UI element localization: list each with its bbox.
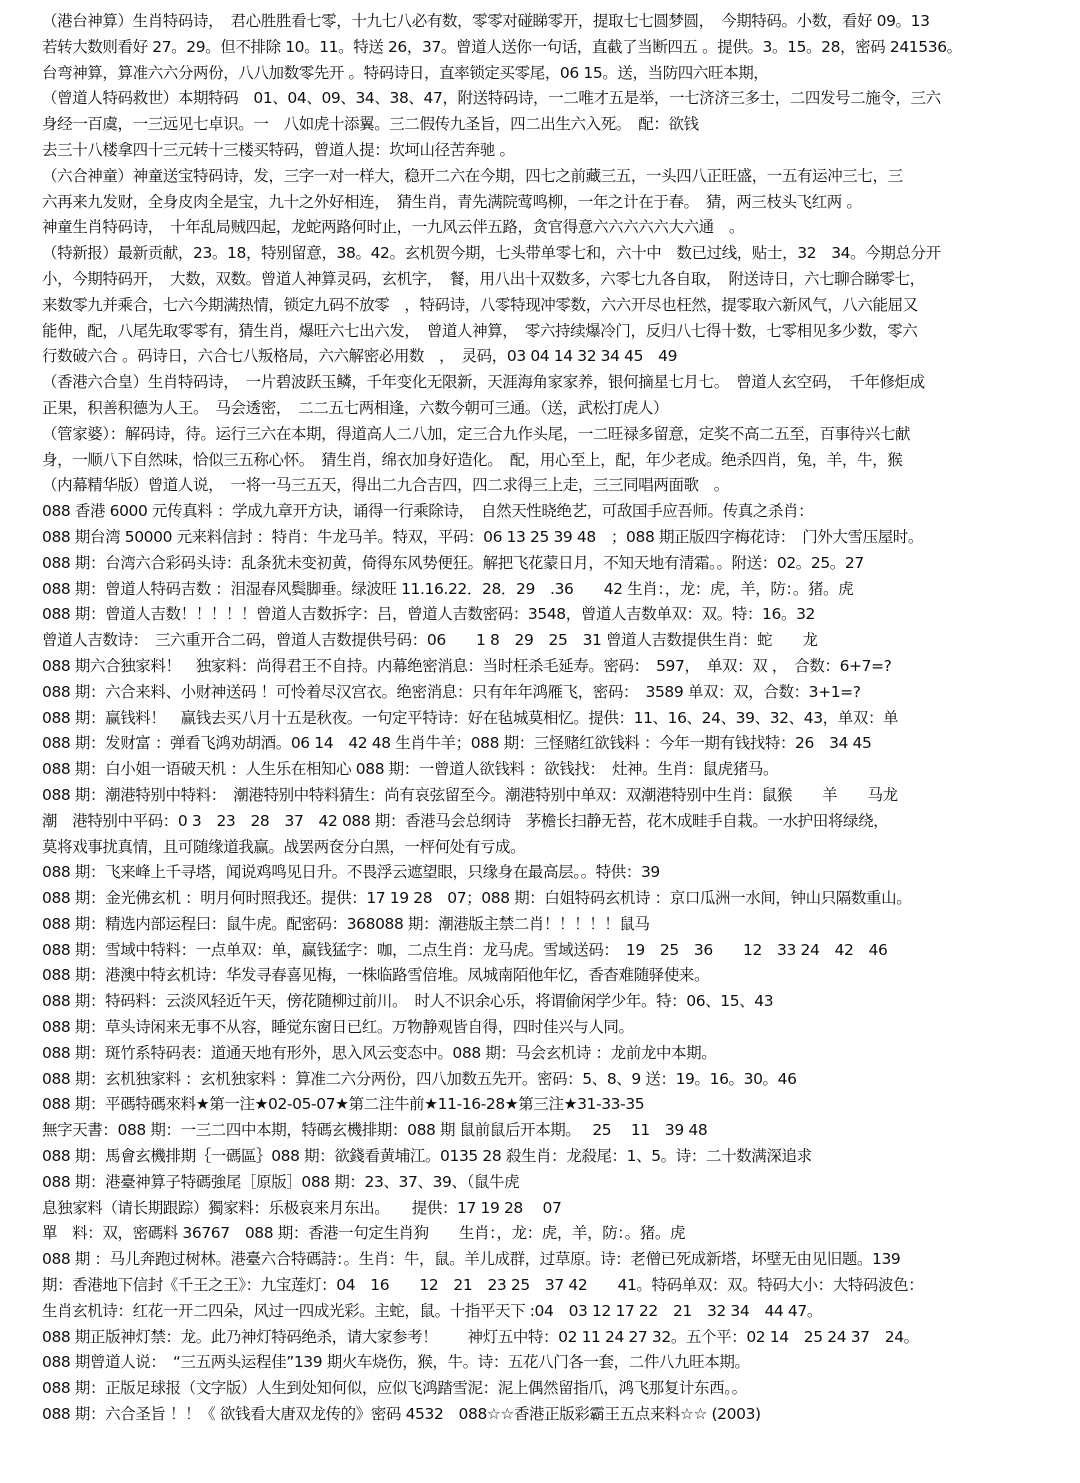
text-line: 期：香港地下信封《千王之王》：九宝莲灯：04 16 12 21 23 25 37 42 41。特码单双：双。特码大小：大特码波色：	[42, 1276, 924, 1295]
paragraph	[42, 1196, 1070, 1222]
text-line: 088 期台湾 50000 元来料信封 ：特肖：牛龙马羊。特双，平码：06 13 25 39 48 ；088 期正版四字梅花诗： 门外大雪压屋时。	[42, 527, 923, 546]
paragraph	[42, 757, 1070, 783]
text-line: 088 香港 6000 元传真料 ：学成九章开方诀，诵得一行乘除诗， 自然天性晓绝艺，可敌国手应吾师。传真之杀肖：	[42, 502, 814, 521]
paragraph	[42, 164, 1070, 216]
paragraph	[42, 1170, 1070, 1196]
paragraph	[42, 886, 1070, 912]
paragraph	[42, 1067, 1070, 1093]
text-line: 088 期：六合来料、小财神送码 ！可怜着尽汉宫衣。绝密消息：只有年年鸿雁飞，密码： 3589 单双：双，合数：3+1=?	[42, 682, 861, 701]
text-line: 088 期六合独家料！ 独家料：尚得君王不自持。内幕绝密消息：当时枉杀毛延寿。密码： 597， 单双：双 ， 合数：6+7=?	[42, 656, 892, 675]
paragraph	[42, 938, 1070, 964]
text-line: 身经一百虞，一三远见七卓识。一 八如虎十添翼。三二假传九圣旨，四二出生六入死。 配：欲钱	[42, 115, 699, 134]
text-line: 曾道人吉数诗： 三六重开合二码，曾道人吉数提供号码：06 1 8 29 25 31 曾道人吉数提供生肖：蛇 龙	[42, 631, 818, 650]
paragraph	[42, 1247, 1070, 1324]
paragraph	[42, 1118, 1070, 1144]
text-line: 能伸，配，八尾先取零零有，猜生肖，爆旺六七出六发， 曾道人神算， 零六持续爆冷门，反归八七得十数，七零相见多少数，零六	[42, 321, 918, 340]
text-line: （香港六合皇）生肖特码诗， 一片碧波跃玉鳞，千年变化无限新，天涯海角家家养，银何摘星七月七。 曾道人玄空码， 千年修炬成	[42, 373, 925, 392]
text-line: 小，今期特码开， 大数，双数。曾道人神算灵码，玄机字， 餐，用八出十双数多，六零七九各自取， 附送诗日，六七聊合睇零七，	[42, 269, 925, 288]
text-line: 去三十八楼拿四十三元转十三楼买特码，曾道人提：坎坷山径苦奔驰 。	[42, 140, 515, 159]
text-line: 088 期：玄机独家料 ：玄机独家料 ：算准二六分两份，四八加数五先开。密码：5、8、9 送：19。16。30。46	[42, 1069, 797, 1088]
text-line: 088 期正版神灯禁：龙。此乃神灯特码绝杀，请大家参考！ 神灯五中特：02 11 24 27 32。五个平：02 14 25 24 37 24。	[42, 1327, 919, 1346]
paragraph	[42, 138, 1070, 164]
paragraph	[42, 1015, 1070, 1041]
paragraph	[42, 963, 1070, 989]
text-line: 088 期：特码料：云淡风轻近午天，傍花随柳过前川。 时人不识余心乐，将谓偷闲学少年。特：06、15、43	[42, 992, 774, 1011]
text-line: （管家婆）：解码诗，待。运行三六在本期，得道高人二八加，定三合九作头尾，一二旺禄多留意，定奖不高二五至，百事待兴七献	[42, 424, 911, 443]
paragraph	[42, 783, 1070, 860]
text-line: 088 期：发财富 ：弹看飞鸿劝胡酒。06 14 42 48 生肖牛羊；088 期：三怪赌红欲钱料 ：今年一期有钱找特：26 34 45	[42, 734, 872, 753]
paragraph	[42, 422, 1070, 474]
paragraph	[42, 86, 1070, 138]
text-line: （六合神童）神童送宝特码诗，发，三字一对一样大，稳开二六在今期，四七之前藏三五，一头四八正旺盛，一五有运冲三七，三	[42, 166, 903, 185]
paragraph	[42, 1221, 1070, 1247]
text-line: 088 期：曾道人吉数！！！！！曾道人吉数拆字：吕，曾道人吉数密码：3548，曾道人吉数单双：双。特：16。32	[42, 605, 816, 624]
text-line: 若转大数则看好 27。29。但不排除 10。11。特送 26，37。曾道人送你一句话，直截了当断四五 。提供。3。15。28，密码 241536。	[42, 37, 962, 56]
text-line: 088 期：白小姐一语破天机 ：人生乐在相知心 088 期：一曾道人欲钱料 ：欲钱找： 灶神。生肖：鼠虎猪马。	[42, 760, 779, 779]
text-line: 088 期曾道人说： “三五两头运程佳”139 期火车烧伤，猴，牛。诗：五花八门各一套，二件八九旺本期。	[42, 1353, 750, 1372]
text-line: 潮 港特别中平码：0 3 23 28 37 42 088 期：香港马会总纲诗 茅檐长扫静无苔，花木成畦手自栽。一水护田将绿绕，	[42, 811, 889, 830]
text-line: （特新报）最新贡献，23。18，特别留意，38。42。玄机贺今期，七头带单零七和，六十中 数已过线，贴士，32 34。今期总分开	[42, 244, 941, 263]
paragraph	[42, 912, 1070, 938]
text-line: 088 期：草头诗闲来无事不从容，睡觉东窗日已红。万物静观皆自得，四时佳兴与人同。	[42, 1018, 634, 1037]
text-line: 六再来九发财，全身皮肉全是宝，九十之外好相连， 猜生肖，青先满院莺鸣柳，一年之计在于春。 猜，两三枝头飞红两 。	[42, 192, 862, 211]
text-line: 088 期：港澳中特玄机诗：华发寻春喜见梅，一株临路雪倍堆。凤城南陌他年忆，香杳难随驿使来。	[42, 966, 710, 985]
paragraph	[42, 1144, 1070, 1170]
text-line: 088 期：平碼特碼來料★第一注★02-05-07★第二注牛前★11-16-28★第三注★31-33-35	[42, 1095, 645, 1114]
text-line: （内幕精华版）曾道人说， 一将一马三五天，得出二九合吉四，四二求得三上走，三三同唱两面歌 。	[42, 476, 729, 495]
paragraph	[42, 1325, 1070, 1351]
text-line: 神童生肖特码诗， 十年乱局贼四起，龙蛇两路何时止，一九风云伴五路，贪官得意六六六六六大六通 。	[42, 218, 744, 237]
paragraph	[42, 1376, 1070, 1402]
text-line: 身，一顺八下自然味，恰似三五称心怀。 猜生肖，绵衣加身好造化。 配，用心至上，配，年少老成。绝杀四肖，兔，羊，牛，猴	[42, 450, 903, 469]
text-line: （曾道人特码救世）本期特码 01、04、09、34、38、47，附送特码诗，一二唯才五是举，一七济济三多士，二四发号二施令，三六	[42, 89, 941, 108]
text-line: 088 期：飞来峰上千寻塔，闻说鸡鸣见日升。不畏浮云遮望眼，只缘身在最高层。。特供：39	[42, 863, 660, 882]
paragraph	[42, 1041, 1070, 1067]
text-line: 息独家料（请长期跟踪）獨家料：乐极哀来月东出。 提供：17 19 28 07	[42, 1198, 562, 1217]
text-line: 莫将戏事扰真情，且可随缘道我赢。战罢两奁分白黑，一枰何处有亏成。	[42, 837, 526, 856]
paragraph	[42, 499, 1070, 525]
text-line: 088 期：精选内部运程曰：鼠牛虎。配密码：368088 期：潮港版主禁二肖！！！！！鼠马	[42, 914, 650, 933]
text-line: 088 期：潮港特别中特料： 潮港特别中特料猜生：尚有哀弦留至今。潮港特别中单双：双潮港特别中生肖：鼠猴 羊 马龙	[42, 785, 898, 804]
paragraph	[42, 654, 1070, 680]
text-line: 088 期：正版足球报（文字版）人生到处知何似，应似飞鸿踏雪泥：泥上偶然留指爪，鸿飞那复计东西。。	[42, 1379, 747, 1398]
paragraph	[42, 241, 1070, 370]
text-line: 088 期：港臺神算子特碼強尾［原版］088 期：23、37、39、（鼠牛虎	[42, 1172, 520, 1191]
paragraph	[42, 1350, 1070, 1376]
paragraph	[42, 602, 1070, 628]
paragraph	[42, 628, 1070, 654]
text-line: 088 期：馬會玄機排期｛一碼區｝088 期：欲錢看黄埔江。0135 28 殺生肖：龙殺尾：1、5。诗：二十数满深追求	[42, 1147, 812, 1166]
text-line: 行数破六合 。码诗日，六合七八叛格局，六六解密必用数 ， 灵码，03 04 14 32 34 45 49	[42, 347, 678, 366]
text-line: 088 期：六合圣旨 ！！《 欲钱看大唐双龙传的》密码 4532 088☆☆香港正版彩霸王五点来料☆☆ (2003)	[42, 1405, 761, 1424]
paragraph	[42, 577, 1070, 603]
paragraph	[42, 551, 1070, 577]
text-line: 088 期：金光佛玄机 ：明月何时照我还。提供：17 19 28 07；088 期：白姐特码玄机诗 ：京口瓜洲一水间，钟山只隔数重山。	[42, 889, 912, 908]
paragraph	[42, 370, 1070, 422]
paragraph	[42, 1092, 1070, 1118]
text-line: 088 期：斑竹系特码表：道通天地有形外，思入风云变态中。088 期：马会玄机诗 ：龙前龙中本期。	[42, 1043, 717, 1062]
paragraph	[42, 473, 1070, 499]
paragraph	[42, 860, 1070, 886]
paragraph	[42, 9, 1070, 86]
text-line: 088 期：赢钱料！ 赢钱去买八月十五是秋夜。一句定平特诗：好在毡城莫相忆。提供：11、16、24、39、32、43，单双：单	[42, 708, 899, 727]
paragraph	[42, 706, 1070, 732]
paragraph	[42, 1402, 1070, 1428]
text-line: 088 期：雪域中特料：一点单双：单，赢钱猛字：咖，二点生肖：龙马虎。雪域送码： 19 25 36 12 33 24 42 46	[42, 940, 888, 959]
text-line: 正果，积善积德为人王。 马会透密， 二二五七两相逢，六数今朝可三通。（送，武松打虎人）	[42, 398, 669, 417]
paragraph	[42, 680, 1070, 706]
paragraph	[42, 215, 1070, 241]
text-line: 来数零九并乘合，七六今期满热情，锁定九码不放零 ，特码诗，八零特现冲零数，六六开尽也枉然，提零取六新风气，八六能屈又	[42, 295, 918, 314]
paragraph	[42, 525, 1070, 551]
text-line: 台弯神算，算准六六分两份，八八加数零先开 。特码诗日，直率锁定买零尾，06 15。送，当防四六旺本期，	[42, 63, 769, 82]
paragraph	[42, 731, 1070, 757]
text-line: 無字天書：088 期：一三二四中本期，特碼玄機排期：088 期 鼠前鼠后开本期。 25 11 39 48	[42, 1121, 708, 1140]
paragraph	[42, 989, 1070, 1015]
text-line: 單 料：双，密碼料 36767 088 期：香港一句定生肖狗 生肖：，龙：虎，羊，防：。猪。虎	[42, 1224, 686, 1243]
text-line: 088 期 ：马儿奔跑过树林。港臺六合特碼詩：。生肖：牛，鼠。羊儿成群，过草原。诗：老僧已死成新塔，坏壁无由见旧题。139	[42, 1250, 901, 1269]
text-line: 088 期：台湾六合彩码头诗：乱条犹未变初黄，倚得东风势便狂。解把飞花蒙日月，不知天地有清霜。。附送：02。25。27	[42, 553, 864, 572]
text-line: 088 期：曾道人特码吉数 ：泪湿春风鬓脚垂。绿波旺 11.16.22．28．29 .36 42 生肖：，龙：虎，羊，防：。猪。虎	[42, 579, 854, 598]
text-line: （港台神算）生肖特码诗， 君心胜胜看七零，十九七八必有数，零零对碰睇零开，提取七七圆梦圆， 今期特码。小数，看好 09。13	[42, 12, 930, 30]
text-line: 生肖玄机诗：红花一开二四朵，风过一四成光彩。主蛇，鼠。十指平天下 :04 03 12 17 22 21 32 34 44 47。	[42, 1301, 822, 1320]
